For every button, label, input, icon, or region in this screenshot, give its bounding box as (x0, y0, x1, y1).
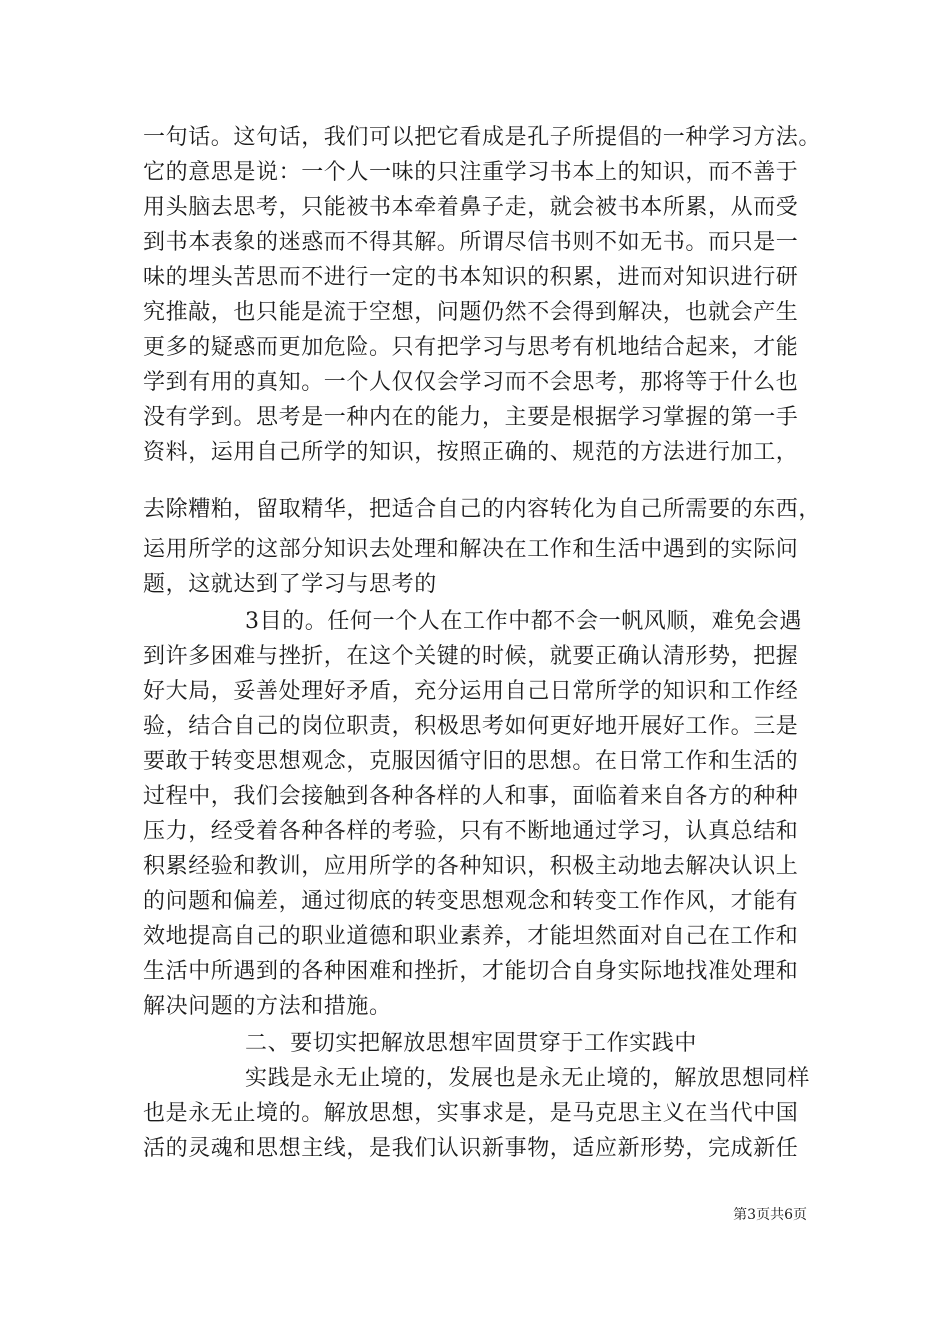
text-line: 究推敲，也只能是流于空想，问题仍然不会得到解决，也就会产生 (143, 300, 799, 325)
text-line: 更多的疑惑而更加危险。只有把学习与思考有机地结合起来，才能 (143, 335, 799, 360)
text-line-indented: 3目的。任何一个人在工作中都不会一帆风顺，难免会遇 (245, 609, 802, 634)
text-line: 压力，经受着各种各样的考验，只有不断地通过学习，认真总结和 (143, 819, 799, 844)
section-heading: 二、要切实把解放思想牢固贯穿于工作实践中 (245, 1031, 698, 1056)
text-line: 味的埋头苦思而不进行一定的书本知识的积累，进而对知识进行研 (143, 265, 799, 290)
text-line: 积累经验和教训，应用所学的各种知识，积极主动地去解决认识上 (143, 854, 799, 879)
text-line-indented: 实践是永无止境的，发展也是永无止境的，解放思想同样 (245, 1066, 811, 1091)
text-line: 要敢于转变思想观念，克服因循守旧的思想。在日常工作和生活的 (143, 749, 799, 774)
text-line: 没有学到。思考是一种内在的能力，主要是根据学习掌握的第一手 (143, 405, 799, 430)
text-line: 用头脑去思考，只能被书本牵着鼻子走，就会被书本所累，从而受 (143, 195, 799, 220)
page-number: 第3页共6页 (733, 1207, 807, 1223)
text-line: 到书本表象的迷惑而不得其解。所谓尽信书则不如无书。而只是一 (143, 230, 799, 255)
text-line: 资料，运用自己所学的知识，按照正确的、规范的方法进行加工， (143, 440, 799, 465)
text-line: 一句话。这句话，我们可以把它看成是孔子所提倡的一种学习方法。 (143, 125, 822, 150)
text-line: 它的意思是说：一个人一味的只注重学习书本上的知识，而不善于 (143, 160, 799, 185)
text-line: 解决问题的方法和措施。 (143, 994, 392, 1019)
text-line: 运用所学的这部分知识去处理和解决在工作和生活中遇到的实际问 (143, 537, 799, 562)
text-line: 学到有用的真知。一个人仅仅会学习而不会思考，那将等于什么也 (143, 370, 799, 395)
text-line: 也是永无止境的。解放思想，实事求是，是马克思主义在当代中国 (143, 1101, 799, 1126)
text-line: 好大局，妥善处理好矛盾，充分运用自己日常所学的知识和工作经 (143, 679, 799, 704)
text-line: 去除糟粕，留取精华，把适合自己的内容转化为自己所需要的东西， (143, 497, 822, 522)
text-line: 生活中所遇到的各种困难和挫折，才能切合自身实际地找准处理和 (143, 959, 799, 984)
text-line: 到许多困难与挫折，在这个关键的时候，就要正确认清形势，把握 (143, 644, 799, 669)
text-line: 活的灵魂和思想主线，是我们认识新事物，适应新形势，完成新任 (143, 1136, 799, 1161)
text-line: 题，这就达到了学习与思考的 (143, 572, 437, 597)
text-line: 验，结合自己的岗位职责，积极思考如何更好地开展好工作。三是 (143, 714, 799, 739)
text-line: 的问题和偏差，通过彻底的转变思想观念和转变工作作风，才能有 (143, 889, 799, 914)
text-line: 效地提高自己的职业道德和职业素养，才能坦然面对自己在工作和 (143, 924, 799, 949)
text-line: 过程中，我们会接触到各种各样的人和事，面临着来自各方的种种 (143, 784, 799, 809)
